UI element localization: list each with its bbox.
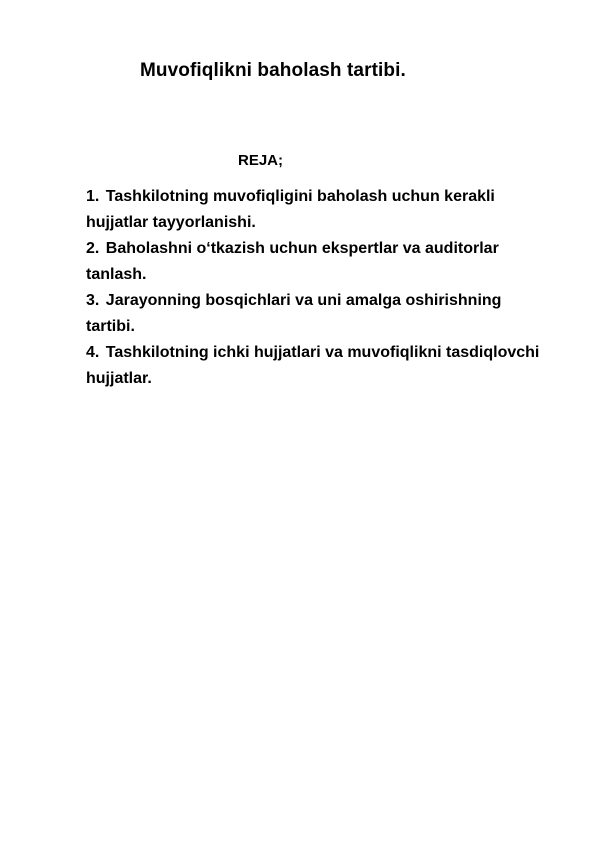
plan-heading: REJA; xyxy=(238,152,284,169)
document-title: Muvofiqlikni baholash tartibi. xyxy=(140,60,406,81)
plan-item xyxy=(86,236,546,288)
plan-item-text: Jarayonning bosqichlari va uni amalga oshirishning tartibi. xyxy=(86,292,502,335)
plan-item-number: 1. xyxy=(86,188,100,205)
plan-item-number: 2. xyxy=(86,240,100,257)
plan-item xyxy=(86,288,546,340)
plan-item xyxy=(86,184,546,236)
plan-item xyxy=(86,340,546,392)
plan-item-text: Tashkilotning ichki hujjatlari va muvofiqlikni tasdiqlovchi hujjatlar. xyxy=(86,344,540,387)
plan-item-text: Baholashni o‘tkazish uchun ekspertlar va auditorlar tanlash. xyxy=(86,240,499,283)
plan-item-text: Tashkilotning muvofiqligini baholash uchun kerakli hujjatlar tayyorlanishi. xyxy=(86,188,495,231)
plan-item-number: 4. xyxy=(86,344,100,361)
plan-item-number: 3. xyxy=(86,292,100,309)
plan-list xyxy=(86,184,546,392)
